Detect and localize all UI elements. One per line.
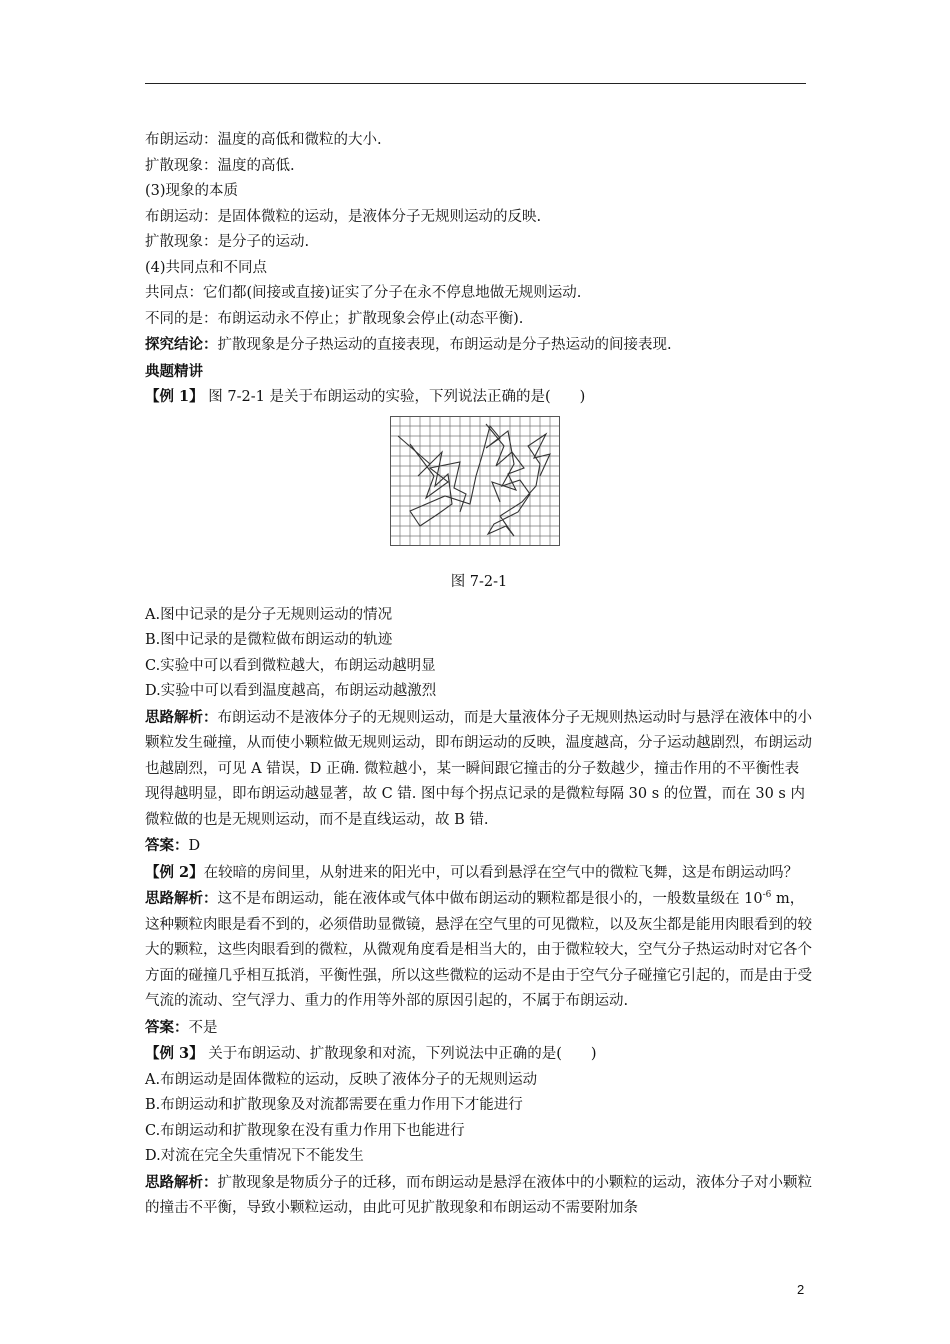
text-line: (3)现象的本质 [145, 183, 239, 199]
example3-analysis [145, 1170, 813, 1222]
analysis-label: 思路解析： [145, 890, 218, 907]
example2-question-text: 在较暗的房间里，从射进来的阳光中，可以看到悬浮在空气中的微粒飞舞，这是布朗运动吗？ [203, 864, 799, 881]
conclusion-label: 探究结论： [145, 336, 218, 353]
text-line: 扩散现象：是分子的运动. [145, 234, 310, 250]
brownian-motion-trajectory [390, 416, 560, 546]
example1-tag: 【例 1】 [145, 388, 204, 405]
example2-analysis [145, 886, 813, 1015]
example3-tag: 【例 3】 [145, 1045, 204, 1062]
answer-label: 答案： [145, 837, 189, 854]
example2-answer [145, 1015, 813, 1042]
example2-tag: 【例 2】 [145, 863, 204, 881]
exponent: -6 [762, 890, 772, 901]
text-line: 布朗运动：温度的高低和微粒的大小. [145, 132, 382, 148]
example1-question-text: 图 7-2-1 是关于布朗运动的实验，下列说法正确的是( ) [203, 389, 586, 405]
option-b: B.布朗运动和扩散现象及对流都需要在重力作用下才能进行 [145, 1097, 523, 1113]
option-d: D.实验中可以看到温度越高，布朗运动越激烈 [145, 683, 437, 699]
example2-question [145, 860, 813, 887]
analysis-text: 扩散现象是物质分子的迁移，而布朗运动是悬浮在液体中的小颗粒的运动，液体分子对小颗粒的撞击不平衡，导致小颗粒运动，由此可见扩散现象和布朗运动不需要附加条 [145, 1174, 812, 1216]
analysis-label: 思路解析： [145, 1173, 218, 1191]
header-rule [145, 83, 806, 84]
example3-question-text: 关于布朗运动、扩散现象和对流，下列说法中正确的是( ) [203, 1046, 597, 1062]
text-line: 布朗运动：是固体微粒的运动，是液体分子无规则运动的反映. [145, 208, 542, 225]
option-a: A.布朗运动是固体微粒的运动，反映了液体分子的无规则运动 [145, 1071, 538, 1088]
example1-answer [145, 833, 813, 860]
option-c: C.实验中可以看到微粒越大，布朗运动越明显 [145, 657, 436, 674]
text-line: 共同点：它们都(间接或直接)证实了分子在永不停息地做无规则运动. [145, 285, 582, 301]
text-line: (4)共同点和不同点 [145, 259, 268, 276]
example1-analysis [145, 705, 813, 834]
page-number: 2 [797, 1282, 805, 1297]
option-a: A.图中记录的是分子无规则运动的情况 [145, 606, 393, 623]
figure-caption: 图 7-2-1 [450, 573, 508, 590]
answer-text: 不是 [188, 1019, 218, 1036]
analysis-text-pre: 这不是布朗运动，能在液体或气体中做布朗运动的颗粒都是很小的，一般数量级在 10 [217, 891, 763, 907]
conclusion [145, 332, 813, 359]
text-line: 不同的是：布朗运动永不停止；扩散现象会停止(动态平衡). [145, 310, 524, 327]
conclusion-text: 扩散现象是分子热运动的直接表现，布朗运动是分子热运动的间接表现. [217, 337, 672, 353]
option-c: C.布朗运动和扩散现象在没有重力作用下也能进行 [145, 1122, 465, 1139]
option-b: B.图中记录的是微粒做布朗运动的轨迹 [145, 632, 393, 648]
section-title: 典题精讲 [145, 362, 203, 380]
answer-text: D [188, 838, 201, 854]
example3-question [145, 1041, 813, 1068]
text-line: 扩散现象：温度的高低. [145, 157, 295, 174]
analysis-text-post: m，这种颗粒肉眼是看不到的，必须借助显微镜，悬浮在空气里的可见微粒，以及灰尘都是能用肉眼看到的较大的颗粒，这些肉眼看到的微粒，从微观角度看是相当大的，由于微粒较大，空气分子热运动时对它各个方面的碰撞几乎相互抵消，平衡性强，所以这些微粒的运动不是由于空气分子碰撞它引起的，而是由于受气流的流动、空气浮力、重力的作用等外部的原因引起的，不属于布朗运动. [145, 891, 812, 1009]
page-content [145, 128, 813, 1222]
analysis-label: 思路解析： [145, 708, 218, 726]
brownian-figure [145, 416, 813, 548]
analysis-text: 布朗运动不是液体分子的无规则运动，而是大量液体分子无规则热运动时与悬浮在液体中的小颗粒发生碰撞，从而使小颗粒做无规则运动，即布朗运动的反映，温度越高，分子运动越剧烈，布朗运动也越剧烈，可见 A 错误，D 正确. 微粒越小，某一瞬间跟它撞击的分子数越少，撞击作用的不平衡性表现得越明显，即布朗运动越显著，故 C 错. 图中每个拐点记录的是微粒每隔 30 s 的位置，而在 30 s 内微粒做的也是无规则运动，而不是直线运动，故 B 错. [145, 709, 812, 828]
answer-label: 答案： [145, 1018, 189, 1036]
example1-question [145, 384, 813, 411]
option-d: D.对流在完全失重情况下不能发生 [145, 1148, 364, 1164]
